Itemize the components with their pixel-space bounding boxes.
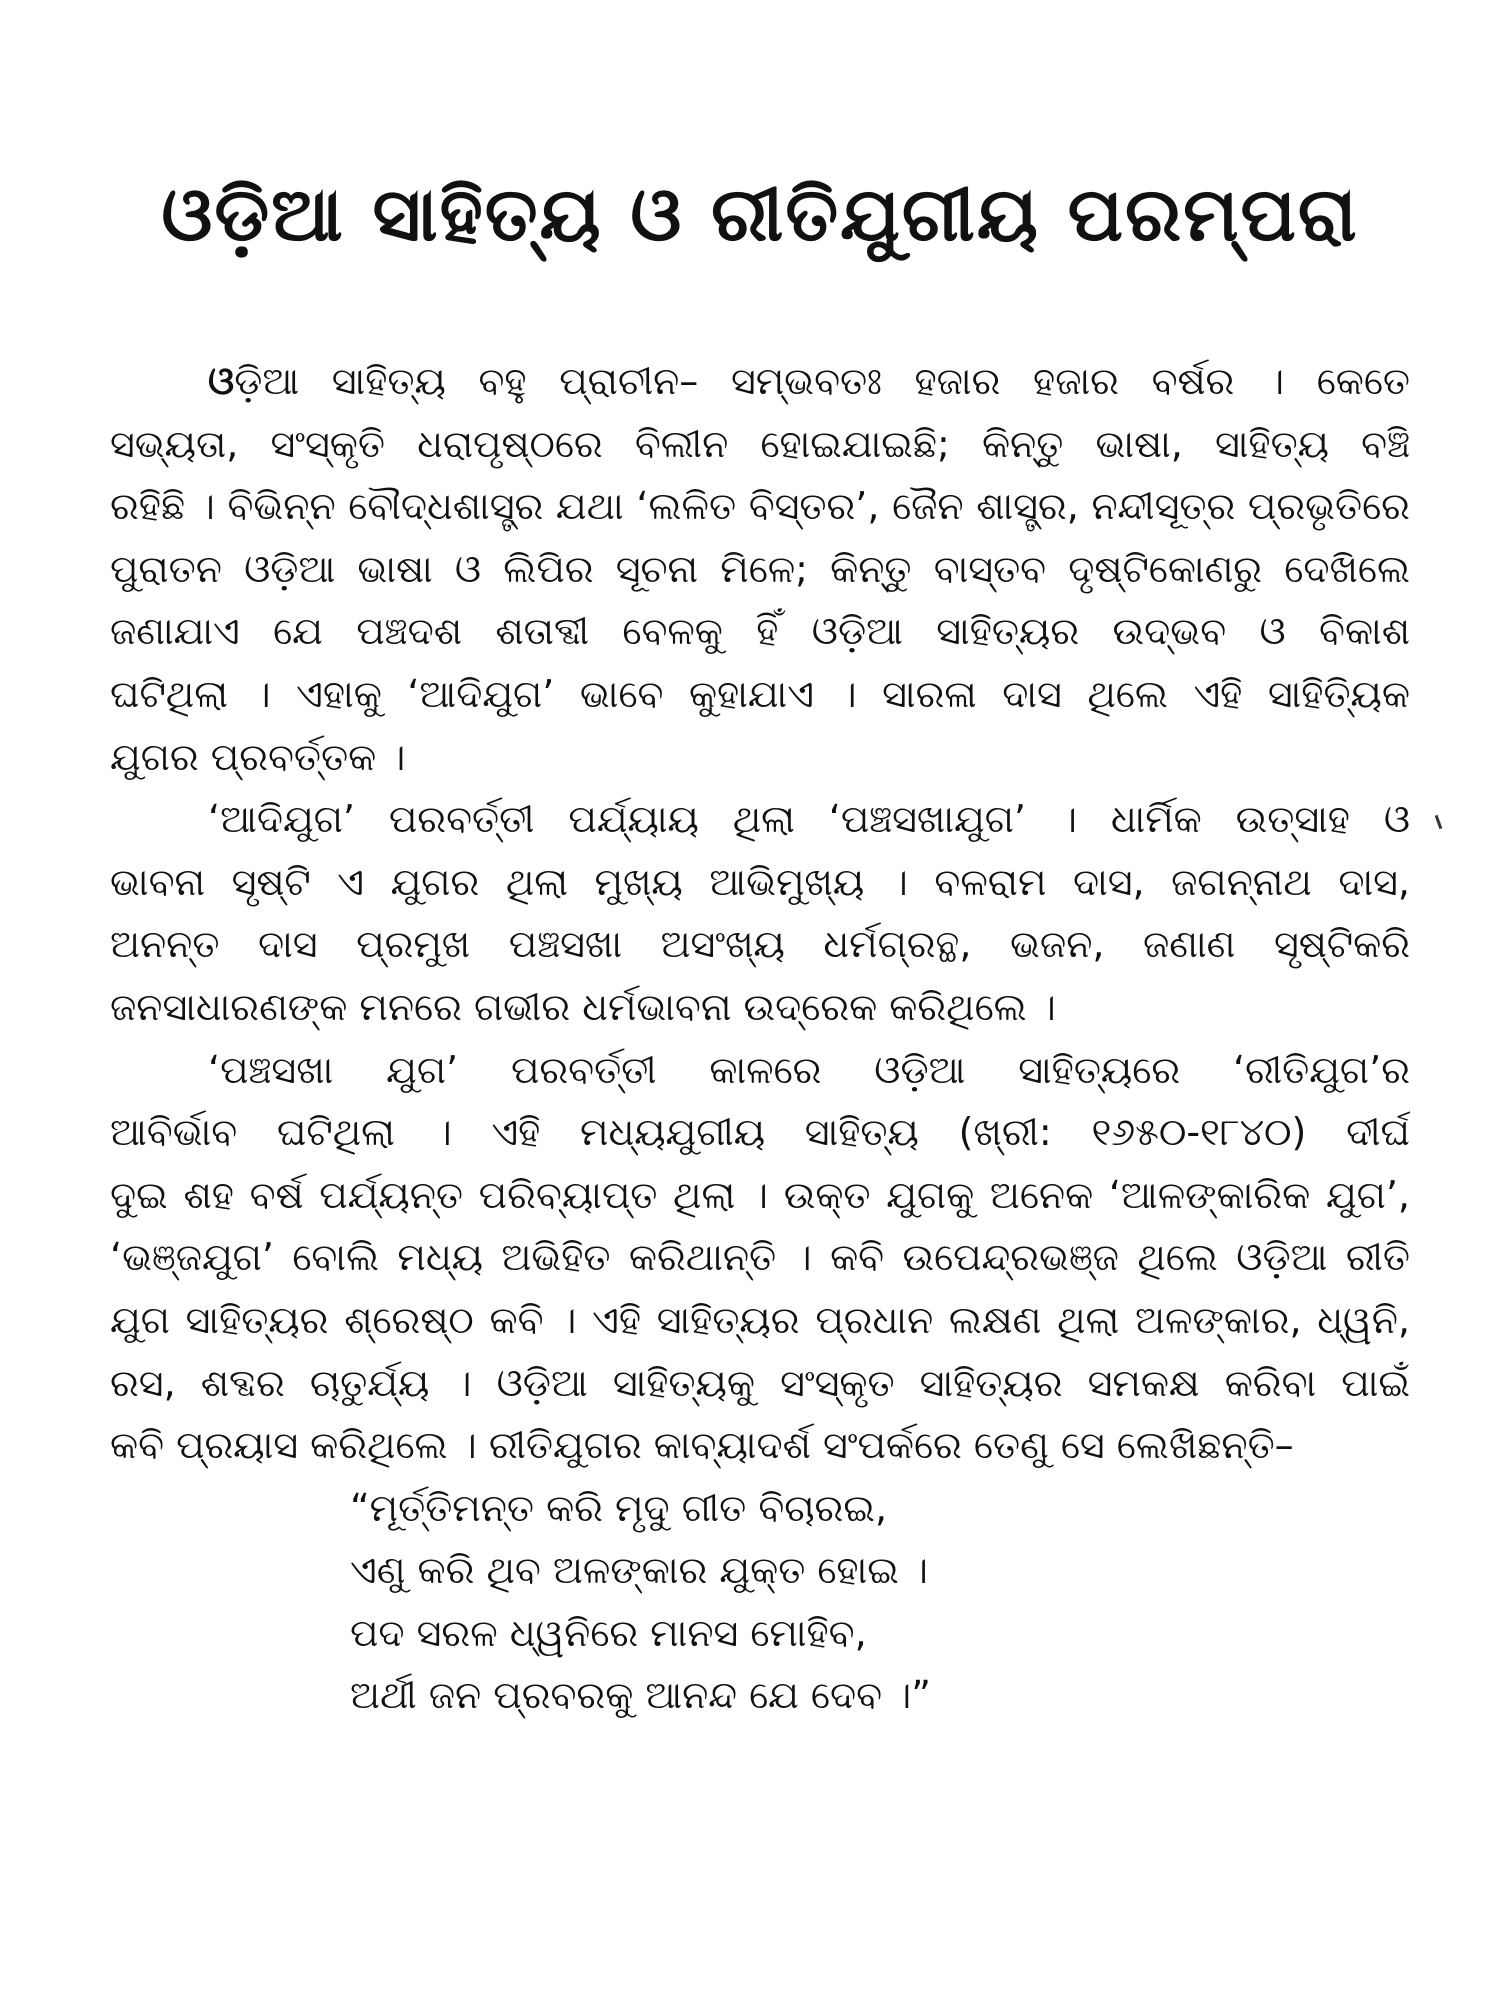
text-line: ‘ଆଦିଯୁଗ’ ପରବର୍ତ୍ତୀ ପର୍ଯ୍ୟାୟ ଥିଲା ‘ପଞ୍ଚସଖାଯୁଗ’ । ଧାର୍ମିକ ଉତ୍ସାହ ଓ: [208, 797, 1410, 842]
text-line: ରହିଛି । ବିଭିନ୍ନ ବୌଦ୍ଧଶାସ୍ତ୍ର ଯଥା ‘ଲଳିତ ବିସ୍ତର’, ଜୈନ ଶାସ୍ତ୍ର, ନନ୍ଦୀସୂତ୍ର ପ୍ରଭୃତିରେ: [110, 484, 1410, 529]
text-line: ଜନସାଧାରଣଙ୍କ ମନରେ ଗଭୀର ଧର୍ମଭାବନା ଉଦ୍ରେକ କରିଥିଲେ ।: [110, 984, 1056, 1029]
text-line: ଆବିର୍ଭାବ ଘଟିଥିଲା । ଏହି ମଧ୍ୟଯୁଗୀୟ ସାହିତ୍ୟ (ଖ୍ରୀ: ୧୬୫୦-୧୮୪୦) ଦୀର୍ଘ: [110, 1110, 1410, 1155]
text-line: ଯୁଗର ପ୍ରବର୍ତ୍ତକ ।: [110, 734, 406, 779]
verse-quote: [110, 1477, 1410, 1727]
scan-speck: [1435, 815, 1443, 829]
text-line: ପୁରାତନ ଓଡ଼ିଆ ଭାଷା ଓ ଲିପିର ସୂଚନା ମିଳେ; କିନ୍ତୁ ବାସ୍ତବ ଦୃଷ୍ଟିକୋଣରୁ ଦେଖିଲେ: [110, 546, 1410, 591]
text-line: ଅନନ୍ତ ଦାସ ପ୍ରମୁଖ ପଞ୍ଚସଖା ଅସଂଖ୍ୟ ଧର୍ମଗ୍ରନ୍ଥ, ଭଜନ, ଜଣାଣ ସୃଷ୍ଟିକରି: [110, 922, 1410, 967]
paragraph-2: [110, 788, 1410, 1038]
text-line: ଦୁଇ ଶହ ବର୍ଷ ପର୍ଯ୍ୟନ୍ତ ପରିବ୍ୟାପ୍ତ ଥିଲା । ଉକ୍ତ ଯୁଗକୁ ଅନେକ ‘ଆଳଙ୍କାରିକ ଯୁଗ’,: [110, 1172, 1410, 1217]
body-text: [110, 350, 1410, 1727]
text-line: ‘ପଞ୍ଚସଖା ଯୁଗ’ ପରବର୍ତ୍ତୀ କାଳରେ ଓଡ଼ିଆ ସାହିତ୍ୟରେ ‘ରୀତିଯୁଗ’ର: [208, 1047, 1410, 1092]
text-line: ସଭ୍ୟତା, ସଂସ୍କୃତି ଧରାପୃଷ୍ଠରେ ବିଲୀନ ହୋଇଯାଇଛି; କିନ୍ତୁ ଭାଷା, ସାହିତ୍ୟ ବଞ୍ଚି: [110, 421, 1410, 466]
verse-line: “ମୂର୍ତ୍ତିମନ୍ତ କରି ମୃଦୁ ଗୀତ ବିଚାରଇ,: [350, 1485, 888, 1530]
paragraph-1: [110, 350, 1410, 788]
text-line: ଭାବନା ସୃଷ୍ଟି ଏ ଯୁଗର ଥିଲା ମୁଖ୍ୟ ଆଭିମୁଖ୍ୟ । ବଳରାମ ଦାସ, ଜଗନ୍ନାଥ ଦାସ,: [110, 859, 1410, 904]
verse-line: ପଦ ସରଳ ଧ୍ୱନିରେ ମାନସ ମୋହିବ,: [350, 1610, 867, 1655]
text-line: କବି ପ୍ରୟାସ କରିଥିଲେ । ରୀତିଯୁଗର କାବ୍ୟାଦର୍ଶ ସଂପର୍କରେ ତେଣୁ ସେ ଲେଖିଛନ୍ତି–: [110, 1423, 1294, 1468]
verse-line: ଅର୍ଥୀ ଜନ ପ୍ରବରକୁ ଆନନ୍ଦ ଯେ ଦେବ ।”: [350, 1673, 931, 1718]
paragraph-3: [110, 1039, 1410, 1477]
text-line: ଯୁଗ ସାହିତ୍ୟର ଶ୍ରେଷ୍ଠ କବି । ଏହି ସାହିତ୍ୟର ପ୍ରଧାନ ଲକ୍ଷଣ ଥିଲା ଅଳଙ୍କାର, ଧ୍ୱନି,: [110, 1297, 1410, 1342]
text-line: ରସ, ଶବ୍ଦର ଚାତୁର୍ଯ୍ୟ । ଓଡ଼ିଆ ସାହିତ୍ୟକୁ ସଂସ୍କୃତ ସାହିତ୍ୟର ସମକକ୍ଷ କରିବା ପାଇଁ: [110, 1360, 1410, 1405]
text-line: ‘ଭଞ୍ଜଯୁଗ’ ବୋଲି ମଧ୍ୟ ଅଭିହିତ କରିଥାନ୍ତି । କବି ଉପେନ୍ଦ୍ରଭଞ୍ଜ ଥିଲେ ଓଡ଼ିଆ ରୀତି: [110, 1235, 1410, 1280]
verse-line: ଏଣୁ କରି ଥିବ ଅଳଙ୍କାର ଯୁକ୍ତ ହୋଇ ।: [350, 1548, 929, 1593]
page-title: ଓଡ଼ିଆ ସାହିତ୍ୟ ଓ ରୀତିଯୁଗୀୟ ପରମ୍ପରା: [161, 172, 1359, 258]
text-line: ଓଡ଼ିଆ ସାହିତ୍ୟ ବହୁ ପ୍ରାଚୀନ– ସମ୍ଭବତଃ ହଜାର ହଜାର ବର୍ଷର । କେତେ: [208, 359, 1410, 403]
drop-cap: ଓ: [208, 359, 235, 403]
text-line: ଜଣାଯାଏ ଯେ ପଞ୍ଚଦଶ ଶତାବ୍ଦୀ ବେଳକୁ ହିଁ ଓଡ଼ିଆ ସାହିତ୍ୟର ଉଦ୍‌ଭବ ଓ ବିକାଶ: [110, 609, 1410, 654]
text-line: ଘଟିଥିଲା । ଏହାକୁ ‘ଆଦିଯୁଗ’ ଭାବେ କୁହାଯାଏ । ସାରଳା ଦାସ ଥିଲେ ଏହି ସାହିତ୍ୟିକ: [110, 671, 1410, 716]
